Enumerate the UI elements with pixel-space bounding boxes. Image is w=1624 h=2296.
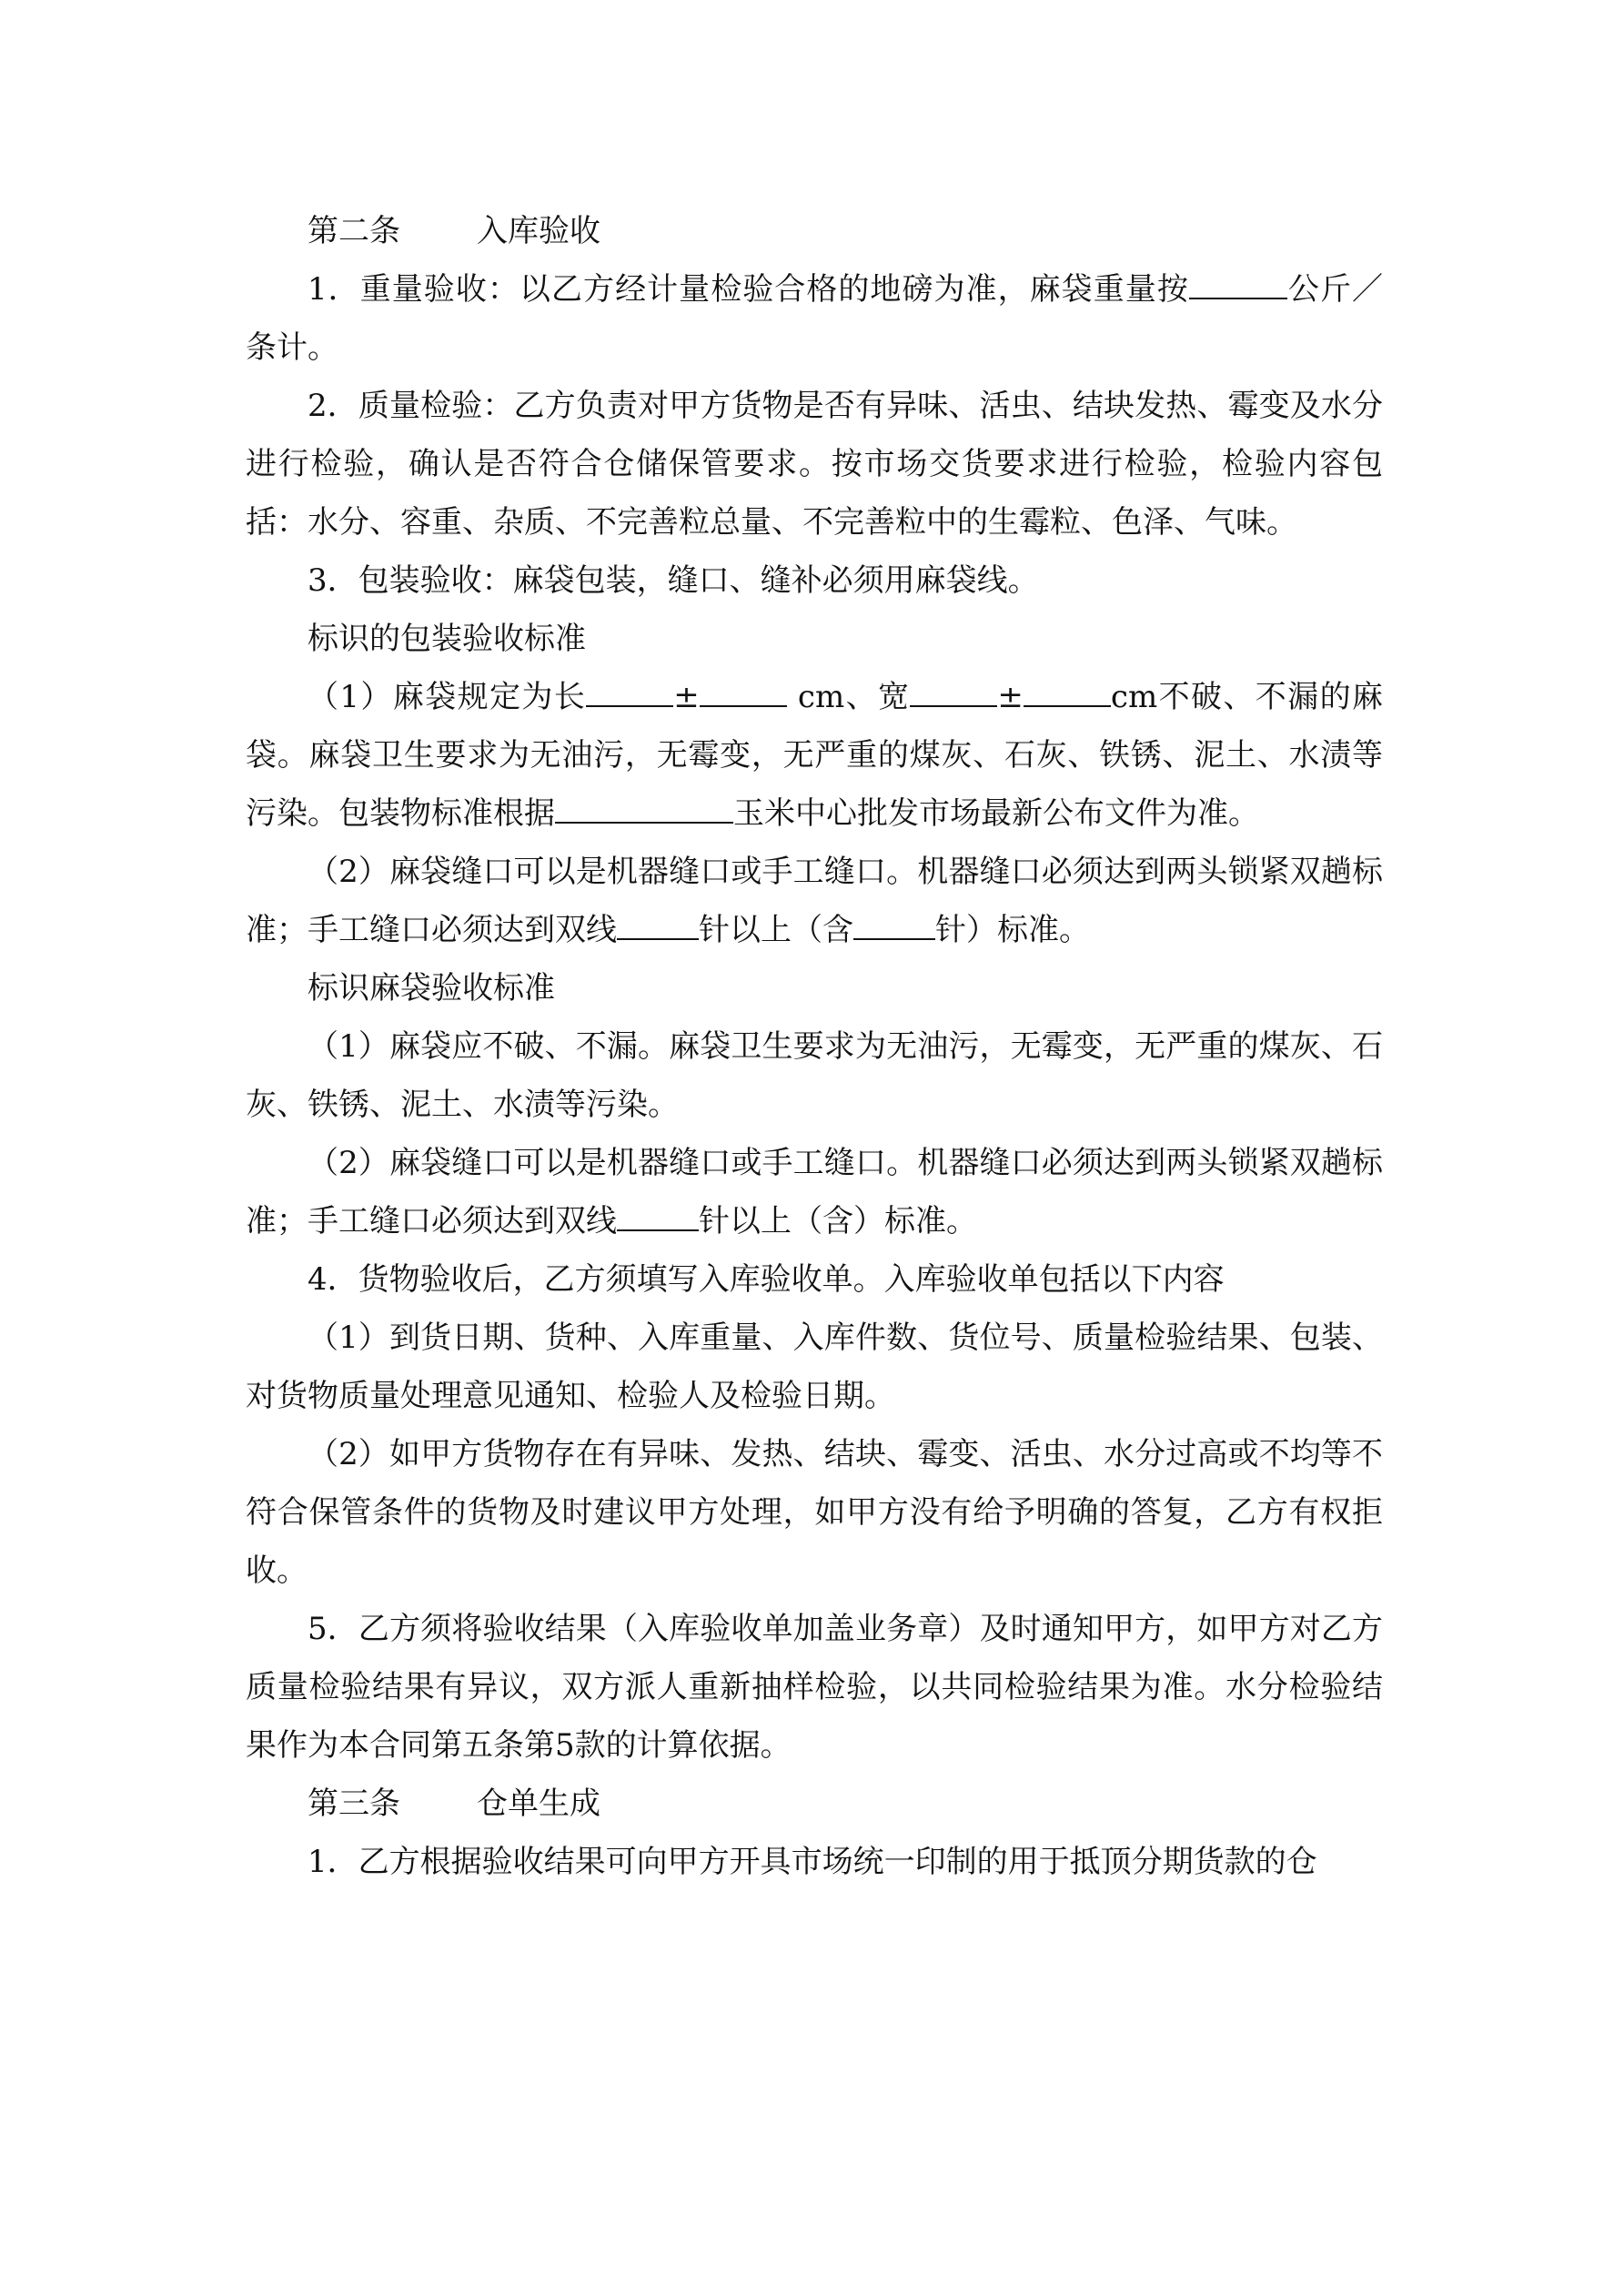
clause-bag-seam-2	[246, 1134, 1383, 1250]
fill-blank	[586, 678, 673, 707]
fill-blank	[617, 1202, 699, 1231]
clause-text: （2）麻袋缝口可以是机器缝口或手工缝口。机器缝口必须达到两头锁紧双趟标准；手工缝口必须达到双线	[246, 1145, 1383, 1239]
clause-text: 公斤／条计。	[246, 271, 1383, 366]
article-2-title: 入库验收	[477, 213, 600, 249]
clause-bag-dimensions	[246, 668, 1383, 843]
article-2-heading	[246, 202, 1383, 260]
plus-minus: ±	[997, 679, 1024, 715]
clause-bag-condition: （1）麻袋应不破、不漏。麻袋卫生要求为无油污，无霉变，无严重的煤灰、石灰、铁锈、泥土、水渍等污染。	[246, 1028, 1383, 1123]
clause-text: 1．重量验收：以乙方经计量检验合格的地磅为准，麻袋重量按	[308, 271, 1189, 308]
article-2-label: 第二条	[308, 213, 400, 249]
clause-text: （2）麻袋缝口可以是机器缝口或手工缝口。机器缝口必须达到两头锁紧双趟标准；手工缝口必须达到双线	[246, 854, 1383, 948]
fill-blank	[910, 678, 997, 707]
fill-blank	[617, 911, 699, 940]
clause-text: 针）标准。	[935, 912, 1090, 948]
fill-blank	[1024, 678, 1111, 707]
clause-text: 针以上（含	[699, 912, 853, 948]
fill-blank	[853, 911, 935, 940]
clause-packaging-inspection: 3．包装验收：麻袋包装，缝口、缝补必须用麻袋线。	[308, 562, 1039, 599]
subheading-labeled-bag: 标识麻袋验收标准	[308, 970, 555, 1006]
clause-acceptance-form: 4．货物验收后，乙方须填写入库验收单。入库验收单包括以下内容	[308, 1261, 1225, 1298]
clause-result-notice: 5．乙方须将验收结果（入库验收单加盖业务章）及时通知甲方，如甲方对乙方质量检验结果有异议，双方派人重新抽样检验，以共同检验结果为准。水分检验结果作为本合同第五条第5款的计算依据。	[246, 1611, 1383, 1764]
clause-form-contents: （1）到货日期、货种、入库重量、入库件数、货位号、质量检验结果、包装、对货物质量处理意见通知、检验人及检验日期。	[246, 1320, 1383, 1414]
clause-rejection: （2）如甲方货物存在有异味、发热、结块、霉变、活虫、水分过高或不均等不符合保管条件的货物及时建议甲方处理，如甲方没有给予明确的答复，乙方有权拒收。	[246, 1436, 1383, 1589]
clause-warehouse-receipt: 1．乙方根据验收结果可向甲方开具市场统一印制的用于抵顶分期货款的仓	[308, 1844, 1317, 1880]
plus-minus: ±	[673, 679, 700, 715]
fill-blank	[1189, 270, 1287, 299]
clause-text: cm不破、不漏的麻袋。麻袋卫生要求为无油污，无霉变，无严重的煤灰、石灰、铁锈、泥土、水渍等污染。包装物标准根据	[246, 679, 1383, 832]
clause-bag-seam	[246, 843, 1383, 959]
clause-text: 针以上（含）标准。	[699, 1203, 977, 1239]
clause-quality-inspection: 2．质量检验：乙方负责对甲方货物是否有异味、活虫、结块发热、霉变及水分进行检验，确认是否符合仓储保管要求。按市场交货要求进行检验，检验内容包括：水分、容重、杂质、不完善粒总量、不完善粒中的生霉粒、色泽、气味。	[246, 388, 1383, 541]
article-3-heading	[246, 1775, 1383, 1833]
fill-blank	[555, 794, 733, 824]
document-body	[246, 202, 1383, 1891]
clause-weight-inspection	[246, 260, 1383, 377]
subheading-labeled-packaging: 标识的包装验收标准	[308, 621, 586, 657]
fill-blank	[700, 678, 787, 707]
clause-text: cm、宽	[786, 679, 911, 715]
clause-text: 玉米中心批发市场最新公布文件为准。	[733, 795, 1259, 832]
article-3-label: 第三条	[308, 1785, 400, 1822]
article-3-title: 仓单生成	[477, 1785, 600, 1822]
clause-text: （1）麻袋规定为长	[308, 679, 587, 715]
